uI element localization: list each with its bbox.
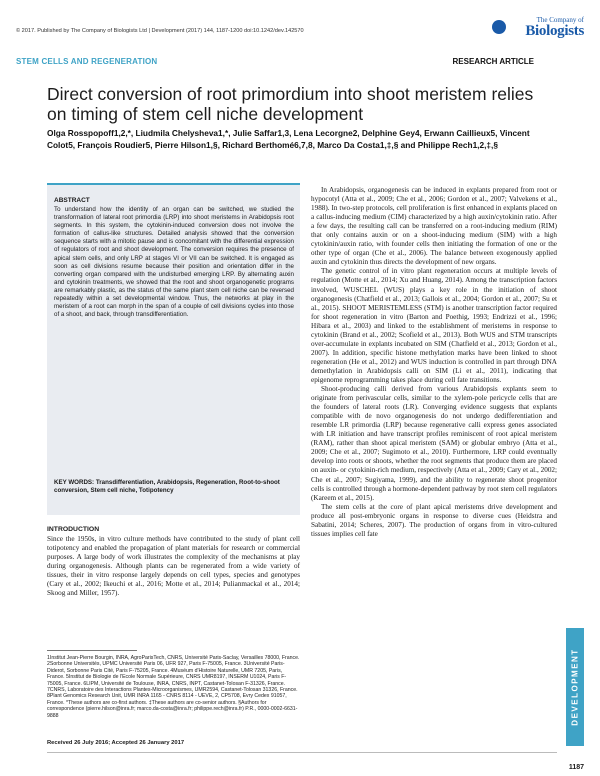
journal-citation: © 2017. Published by The Company of Biologists Ltd | Development (2017) 144, 1187-1200 doi:10.1242/dev.142570: [16, 28, 304, 34]
received-dates: Received 26 July 2016; Accepted 26 January 2017: [47, 740, 185, 746]
body-paragraph: In Arabidopsis, organogenesis can be induced in explants prepared from root or hypocotyl (Atta et al., 2009; Che et al., 2006; Gordon et al., 2007; Valvekens et al., 1988). In two-step protocols, cell proliferation is first enhanced in explants placed on a callus-inducing medium (CIM) characterized by a high auxin/cytokinin ratio. After a few days, the resulting call can be transferred on a root-inducing medium (RIM) that only contains auxin or on a shoot-inducing medium (SIM) with a high cytokinin/auxin ratio, with founder cells then initiating the formation of one or the other type of organ (Che et al., 2006). The balance between exogenously applied auxin and cytokinin thus directs the development of new organs.: [311, 186, 557, 267]
journal-sidebar-tab: [566, 628, 584, 746]
abstract-heading: ABSTRACT: [54, 197, 90, 204]
body-paragraph: The genetic control of in vitro plant regeneration occurs at multiple levels of regulation (Motte et al., 2014; Xu and Huang, 2014). Among the transcription factors involved, WUSCHEL (WUS) plays a key role in the initiation of shoot organogenesis (Chatfield et al., 2013; Gallois et al., 2004; Gordon et al., 2007; Su et al., 2015). SHOOT MERISTEMLESS (STM) is another transcription factor required for shoot regeneration in vitro (Barton and Poethig, 1993; Endrizzi et al., 1996; Hibara et al., 2003) and linked to the establishment of meristems in response to cytokinin (Brand et al., 2002; Scofield et al., 2013). Both WUS and STM transcripts over-accumulate in explants incubated on SIM (Chatfield et al., 2013; Gordon et al., 2007). In addition, specific histone methylation marks have been linked to shoot regeneration (He et al., 2012) and WUS induction is controlled in part through DNA demethylation in Arabidopsis calli on SIM (Li et al., 2011), indicating that epigenome reprogramming takes place during cell fate transitions.: [311, 267, 557, 384]
right-column: [311, 186, 557, 539]
article-type: RESEARCH ARTICLE: [452, 57, 534, 66]
affiliations: 1Institut Jean-Pierre Bourgin, INRA, AgroParisTech, CNRS, Université Paris-Saclay, Versailles 78000, France. 2Sorbonne Universités, UPMC Université Paris 06, UFR 927, Paris F-75005, France. 3Université Paris-Diderot, Sorbonne Paris Cité, Paris F-75205, France. 4Muséum d'Histoire Naturelle, UMR 7205, Paris, France. 5Institut de Biologie de l'Ecole Normale Supérieure, CNRS UMR8197, INSERM U1024, Paris F-75005, France. 6LIPM, Université de Toulouse, INRA, CNRS, INPT, Castanet-Tolosan F-31326, France. 7CNRS, Laboratoire des Interactions Plantes-Microorganismes, UMR2594, Castanet-Tolosan 31326, France. 8Plant Genomics Research Unit, UMR INRA 1165 - CNRS 8114 - UEVE, 2, CP5708, Evry Cedex 91057, France. *These authors are co-first authors. ‡These authors are co-senior authors. §Authors for correspondence (pierre.hilson@inra.fr; marco.da-costa@inra.fr; philippe.rech@inra.fr) P.R., 0000-0002-6631-9888: [47, 655, 300, 719]
author-list: Olga Rosspopoff1,2,*, Liudmila Chelysheva1,*, Julie Saffar1,3, Lena Lecorgne2, Delphine Gey4, Erwann Caillieux5, Vincent Colot5, François Roudier5, Pierre Hilson1,§, Richard Berthomé6,7,8, Marco Da Costa1,‡,§ and Philippe Rech1,2,‡,§: [47, 128, 530, 150]
section-label: STEM CELLS AND REGENERATION: [16, 57, 158, 66]
introduction-text: Since the 1950s, in vitro culture methods have contributed to the study of plant cell totipotency and enabled the propagation of plant materials for research or commercial purposes. A large body of work illustrates the complexity of the mechanisms at play during organogenesis. Although plants can be regenerated from a wide variety of tissues, their in vitro response largely depends on cell types, species and genotypes (Cary et al., 2002; Ikeuchi et al., 2016; Motte et al., 2014; Pulianmackal et al., 2014; Skoog and Miller, 1957).: [47, 535, 300, 598]
logo-line2: Biologists: [525, 23, 584, 39]
logo-line1: The Company of: [536, 16, 584, 24]
abstract-text: To understand how the identity of an organ can be switched, we studied the transformation of lateral root primordia (LRP) into shoot meristems in Arabidopsis root segments. In this system, the cytokinin-induced conversion does not involve the formation of callus-like structures. Detailed analysis showed that the conversion sequence starts with a mitotic pause and is concomitant with the differential expression of regulators of root and shoot development. The conversion requires the presence of apical stem cells, and only LRP at stages VI or VII can be switched. It is engaged as soon as cell divisions resume because their position and orientation differ in the converting organ compared with the undisturbed emerging LRP. By alternating auxin and cytokinin treatments, we showed that the root and shoot organogenetic programs are remarkably plastic, as the status of the same plant stem cell niche can be reversed repeatedly within a set developmental window. Thus, the networks at play in the meristem of a root can morph in the span of a couple of cell divisions cycles into those of a shoot, and back, through transdifferentiation.: [54, 206, 294, 319]
logo-mark-icon: [492, 20, 506, 34]
sidebar-label: DEVELOPMENT: [570, 648, 580, 726]
page-footer-rule: [47, 752, 557, 753]
footnote-divider: [47, 650, 137, 651]
keywords: KEY WORDS: Transdifferentiation, Arabidopsis, Regeneration, Root-to-shoot conversion, Stem cell niche, Totipotency: [54, 479, 280, 495]
abstract-box: [47, 183, 300, 515]
body-paragraph: Shoot-producing calli derived from various Arabidopsis explants seem to originate from perivascular cells, similar to the xylem-pole pericycle cells that are the founders of lateral roots (LR). Converging evidence suggests that explants compatible with de novo organogenesis do not undergo dedifferentiation and resemble LR primordia (LRP) because regenerative calli express genes associated with LR initiation and have transcript profiles reminiscent of root apical meristem (RAM), rather than shoot apical meristem (SAM) or globular embryo (Atta et al., 2009; Che et al., 2007; Sugimoto et al., 2010). Furthermore, LRP could eventually develop into roots or shoots, whether the root segments that produce them are placed on auxin- or cytokinin-rich medium, respectively (Atta et al., 2009; Cary et al., 2002; Che et al., 2007; Sugiyama, 1999), and the ability to regenerate shoot progenitor cells is controlled through a hormone-dependent pathway by root stem cell regulators (Kareem et al., 2015).: [311, 385, 557, 502]
body-paragraph: The stem cells at the core of plant apical meristems drive development and produce all post-embryonic organs in response to diverse cues (Heidstra and Sabatini, 2014; Scheres, 2007). The production of organs from in vitro-cultured tissues implies cell fate: [311, 502, 557, 538]
abstract-top-rule: [47, 183, 300, 185]
publisher-logo[interactable]: [492, 14, 584, 40]
introduction-heading: INTRODUCTION: [47, 526, 100, 533]
article-title: Direct conversion of root primordium into shoot meristem relies on timing of stem cell niche development: [47, 84, 534, 124]
page-number: 1187: [568, 764, 584, 771]
